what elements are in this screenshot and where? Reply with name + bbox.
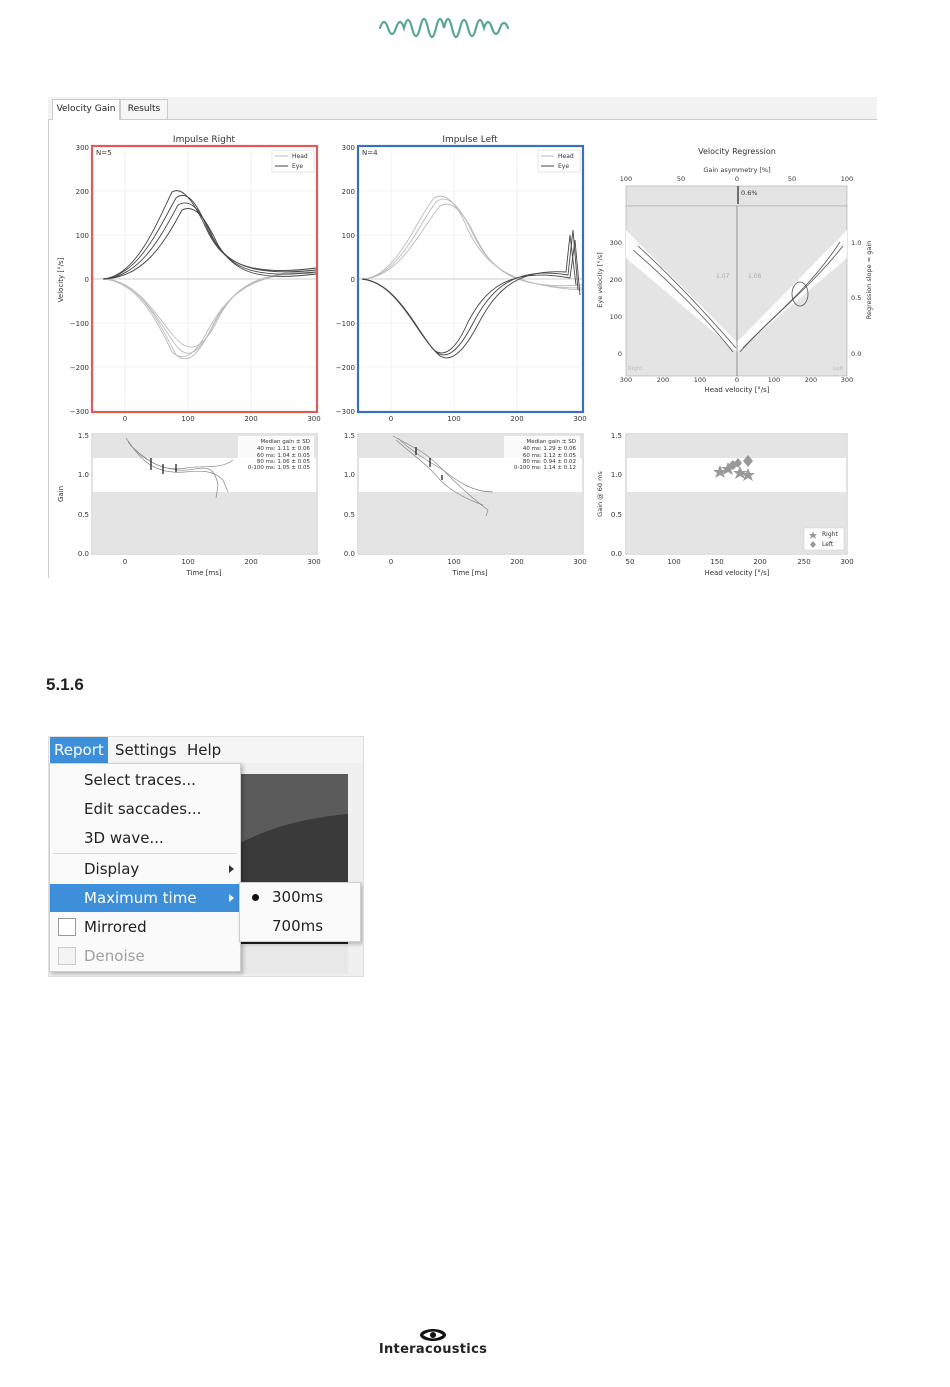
xtick: 0 (734, 376, 740, 384)
gain-left-chart (344, 432, 587, 577)
xtick: 100 (447, 415, 461, 423)
xtick: 200 (244, 415, 258, 423)
ytick: −100 (335, 320, 355, 328)
gain-box-line: Median gain ± SD (526, 439, 576, 445)
menu-help[interactable]: Help (187, 741, 222, 759)
ytick: 0.5 (77, 511, 89, 519)
gain-box-line: 40 ms: 1.29 ± 0.06 (522, 446, 576, 452)
legend-left: Left (822, 541, 834, 548)
ytick: 0.0 (77, 550, 89, 558)
tab-velocity-gain[interactable]: Velocity Gain (52, 99, 120, 120)
top-tick: 50 (787, 175, 797, 183)
xtick: 200 (510, 415, 524, 423)
y-axis-label: Gain @ 60 ms (596, 471, 604, 517)
xtick: 150 (710, 558, 724, 566)
chart-title: Impulse Left (442, 135, 498, 145)
ytick: 1.5 (77, 432, 89, 440)
right-tick: 0.0 (851, 350, 862, 358)
xtick: 50 (625, 558, 635, 566)
right-tick: 0.5 (851, 294, 862, 302)
menu-item-label: Denoise (84, 947, 145, 965)
x-axis-label: Head velocity [°/s] (704, 569, 770, 577)
gain-box-line: 60 ms: 1.04 ± 0.05 (256, 453, 310, 459)
xtick: 300 (840, 558, 854, 566)
ytick: 100 (609, 313, 622, 321)
ytick: 0.5 (610, 511, 622, 519)
option-label: 300ms (272, 888, 324, 906)
legend-head: Head (558, 153, 574, 160)
menu-item-maximum-time[interactable] (50, 884, 240, 912)
y-axis-label: Eye velocity [°/s] (596, 252, 604, 308)
option-700ms[interactable] (240, 912, 360, 941)
legend-eye: Eye (292, 163, 304, 170)
gain-box-line: 80 ms: 1.06 ± 0.05 (256, 459, 310, 465)
maximum-time-submenu (239, 882, 361, 942)
n-count: N=4 (362, 149, 378, 157)
menu-item-label: Mirrored (84, 918, 147, 936)
ytick: 1.5 (343, 432, 355, 440)
tab-results[interactable]: Results (120, 99, 168, 119)
menu-item-denoise (50, 942, 240, 970)
x-axis-label: Head velocity [°/s] (704, 386, 770, 394)
ytick: 200 (609, 276, 622, 284)
legend-head: Head (292, 153, 308, 160)
ytick: 100 (75, 232, 89, 240)
menu-settings[interactable]: Settings (115, 741, 177, 759)
gain-box-line: 40 ms: 1.11 ± 0.06 (256, 446, 310, 452)
selected-bullet-icon (252, 894, 259, 901)
xtick: 200 (510, 558, 524, 566)
interacoustics-emblem-icon (418, 1328, 448, 1342)
xtick: 200 (753, 558, 767, 566)
xtick: 300 (573, 558, 587, 566)
menu-item-display[interactable] (50, 855, 240, 883)
xtick: 300 (840, 376, 854, 384)
gain-box-line: 0-100 ms: 1.05 ± 0.05 (247, 465, 310, 471)
xtick: 300 (573, 415, 587, 423)
velocity-gain-charts (48, 120, 880, 580)
menu-item-label: Maximum time (84, 889, 197, 907)
checkbox-icon[interactable] (58, 918, 76, 936)
right-gain-value: 1.07 (716, 273, 730, 280)
xtick: 100 (767, 376, 781, 384)
menu-item-select-traces[interactable] (50, 766, 240, 794)
camera-preview (238, 774, 348, 974)
checkbox-icon (58, 947, 76, 965)
x-axis-label: Time [ms] (186, 569, 222, 577)
corner-left: Left (833, 366, 844, 372)
xtick: 200 (804, 376, 818, 384)
xtick: 0 (122, 415, 128, 423)
corner-right: Right (628, 366, 643, 372)
xtick: 100 (181, 558, 195, 566)
right-tick: 1.0 (851, 239, 862, 247)
left-gain-value: 1.06 (748, 273, 762, 280)
xtick: 0 (388, 558, 394, 566)
xtick: 0 (388, 415, 394, 423)
menu-report[interactable]: Report (50, 737, 108, 763)
ytick: 200 (75, 188, 89, 196)
gain-box-line: 0-100 ms: 1.14 ± 0.12 (513, 465, 576, 471)
top-tick: 50 (676, 175, 686, 183)
brand-wave-logo (378, 8, 548, 44)
footer-brand-name: Interacoustics (378, 1342, 488, 1357)
gain-right-chart (57, 432, 321, 577)
menu-item-label: Display (84, 860, 140, 878)
xtick: 100 (693, 376, 707, 384)
impulse-right-chart (57, 135, 321, 423)
footer-logo (368, 1328, 498, 1362)
xtick: 100 (181, 415, 195, 423)
menu-item-label: Select traces... (84, 771, 196, 789)
ytick: 200 (341, 188, 355, 196)
ytick: 1.0 (610, 471, 622, 479)
xtick: 0 (122, 558, 128, 566)
gain-box-line: 60 ms: 1.12 ± 0.05 (522, 453, 576, 459)
ytick: −300 (69, 408, 89, 416)
option-300ms[interactable] (240, 883, 360, 912)
tab-bar (48, 97, 877, 120)
ytick: 0 (617, 350, 622, 358)
xtick: 200 (656, 376, 670, 384)
section-number: 5.1.6 (46, 675, 84, 694)
menu-item-3d-wave[interactable] (50, 824, 240, 852)
ytick: −200 (69, 364, 89, 372)
menu-separator (53, 853, 237, 854)
right-axis-label: Regression slope = gain (865, 240, 873, 320)
ytick: 1.0 (77, 471, 89, 479)
legend-eye: Eye (558, 163, 570, 170)
ytick: 0.5 (343, 511, 355, 519)
menu-item-edit-saccades[interactable] (50, 795, 240, 823)
report-dropdown-menu (49, 763, 241, 972)
legend-right: Right (822, 531, 838, 538)
xtick: 100 (667, 558, 681, 566)
top-tick: 100 (619, 175, 633, 183)
xtick: 300 (307, 415, 321, 423)
ytick: 100 (341, 232, 355, 240)
submenu-arrow-icon (229, 894, 234, 902)
asymmetry-value: 0.6% (741, 189, 758, 197)
submenu-arrow-icon (229, 865, 234, 873)
ytick: 0.0 (343, 550, 355, 558)
ytick: −300 (335, 408, 355, 416)
gain-60ms-chart (596, 432, 854, 577)
top-axis-label: Gain asymmetry [%] (703, 166, 771, 174)
ytick: 300 (609, 239, 622, 247)
option-label: 700ms (272, 917, 324, 935)
ytick: 300 (75, 144, 89, 152)
top-tick: 0 (734, 175, 740, 183)
report-menu-window (48, 736, 364, 977)
xtick: 300 (619, 376, 633, 384)
menu-item-label: 3D wave... (84, 829, 164, 847)
ytick: 1.5 (610, 432, 622, 440)
xtick: 250 (797, 558, 811, 566)
impulse-left-chart (336, 135, 587, 423)
menu-bar (49, 737, 363, 763)
ytick: −100 (69, 320, 89, 328)
xtick: 200 (244, 558, 258, 566)
ytick: −200 (335, 364, 355, 372)
ytick: 0 (350, 276, 355, 284)
y-axis-label: Gain (57, 485, 65, 503)
n-count: N=5 (96, 149, 112, 157)
menu-item-label: Edit saccades... (84, 800, 202, 818)
xtick: 100 (447, 558, 461, 566)
gain-box-line: Median gain ± SD (260, 439, 310, 445)
ytick: 0 (84, 276, 89, 284)
xtick: 300 (307, 558, 321, 566)
chart-title: Impulse Right (172, 135, 236, 145)
velocity-regression-chart (596, 147, 873, 394)
ytick: 0.0 (610, 550, 622, 558)
y-axis-label: Velocity [°/s] (57, 257, 65, 303)
ytick: 300 (341, 144, 355, 152)
top-tick: 100 (840, 175, 854, 183)
chart-title: Velocity Regression (698, 147, 776, 156)
menu-item-mirrored[interactable] (50, 913, 240, 941)
ytick: 1.0 (343, 471, 355, 479)
x-axis-label: Time [ms] (452, 569, 488, 577)
gain-box-line: 80 ms: 0.94 ± 0.02 (522, 459, 576, 465)
